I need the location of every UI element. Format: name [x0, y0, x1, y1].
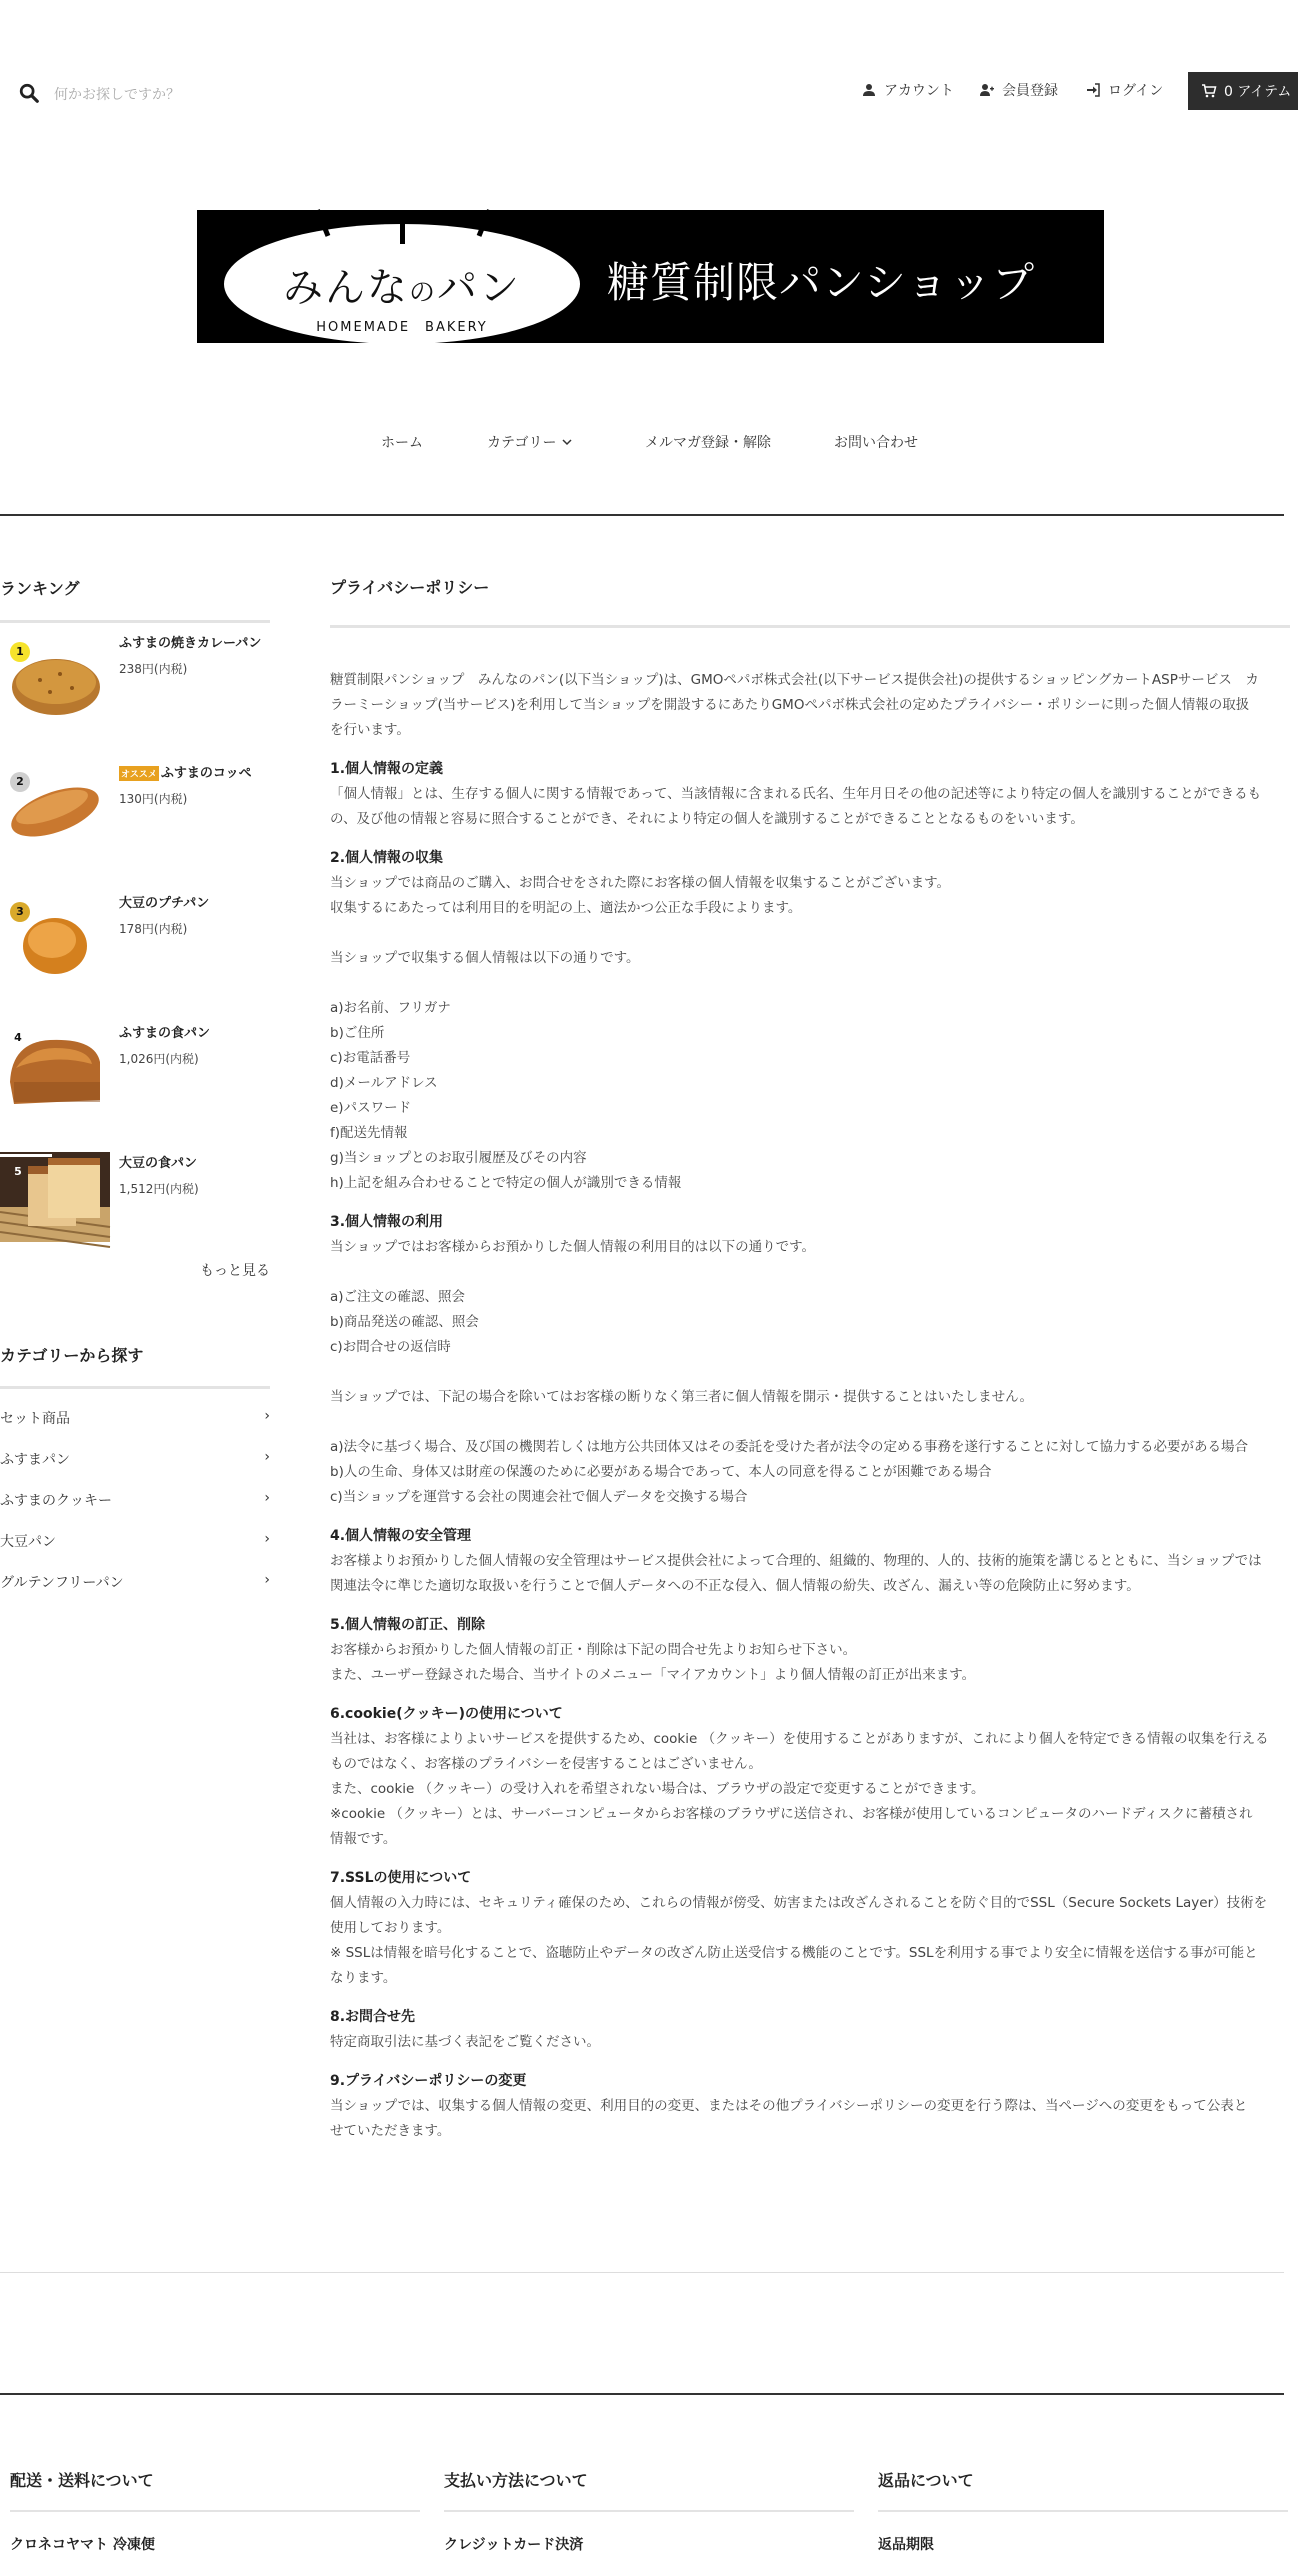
section-heading: 5.個人情報の訂正、削除 — [330, 1617, 486, 1633]
chevron-right-icon: › — [264, 1572, 270, 1588]
footer-shipping-item: クロネコヤマト 冷凍便 — [10, 2537, 155, 2553]
rank-badge: 5 — [14, 1165, 22, 1178]
ranking-divider — [0, 620, 270, 623]
category-item[interactable]: グルテンフリーパン › — [0, 1572, 270, 1591]
section-heading: 3.個人情報の利用 — [330, 1214, 444, 1230]
section-heading: 4.個人情報の安全管理 — [330, 1528, 472, 1544]
cart-button[interactable] — [1188, 72, 1298, 110]
section-body: お客様よりお預かりした個人情報の安全管理はサービス提供会社によって合理的、組織的、物理的、人的、技術的施策を講じるとともに、当ショップでは 関連法令に準じた適切な取扱いを行うことで個人データへの不正な侵入、個人情報の紛失、改ざん、漏えい等の危険防止に努めます。 — [330, 1553, 1262, 1594]
footer-column-divider — [10, 2510, 420, 2512]
page-title: プライバシーポリシー — [330, 578, 490, 597]
ranking-title: ランキング — [0, 579, 80, 598]
content-divider — [0, 2272, 1284, 2273]
section-heading: 8.お問合せ先 — [330, 2009, 416, 2025]
footer-column-divider — [444, 2510, 854, 2512]
category-divider — [0, 1386, 270, 1389]
ranking-item[interactable] — [0, 632, 275, 742]
footer-returns-item: 返品期限 — [878, 2537, 934, 2553]
login-label: ログイン — [1108, 83, 1164, 99]
footer-shipping-title: 配送・送料について — [10, 2471, 154, 2490]
product-name[interactable]: 大豆の食パン — [119, 1156, 198, 1171]
section-body: 当ショップでは、収集する個人情報の変更、利用目的の変更、またはその他プライバシーポリシーの変更を行う際は、当ページへの変更をもって公表と せていただきます。 — [330, 2098, 1248, 2139]
product-price: 178円(内税) — [119, 922, 188, 936]
sign-in-icon — [1086, 83, 1100, 97]
rank-badge: 1 — [10, 642, 30, 662]
recommend-badge: オススメ — [119, 766, 159, 781]
section-heading: 2.個人情報の収集 — [330, 850, 444, 866]
section-heading: 6.cookie(クッキー)の使用について — [330, 1706, 563, 1722]
brand-subtitle: HOMEMADE BAKERY — [316, 320, 488, 335]
logo-steam-mark — [400, 210, 405, 244]
product-price: 1,512円(内税) — [119, 1182, 199, 1196]
nav-contact[interactable]: お問い合わせ — [834, 435, 918, 451]
product-price: 130円(内税) — [119, 792, 188, 806]
footer-divider — [0, 2393, 1284, 2395]
banner-title: 糖質制限パンショップ — [607, 258, 1036, 307]
rank-badge: 4 — [14, 1031, 22, 1044]
cart-icon — [1202, 84, 1216, 98]
user-plus-icon — [980, 83, 994, 97]
account-label: アカウント — [884, 83, 954, 99]
section-body: 特定商取引法に基づく表記をご覧ください。 — [330, 2034, 600, 2050]
product-name[interactable]: ふすまの焼きカレーパン — [119, 636, 262, 651]
privacy-policy-content — [330, 575, 1290, 2144]
category-item[interactable]: セット商品 › — [0, 1408, 270, 1427]
chevron-right-icon: › — [264, 1408, 270, 1424]
section-body: 当ショップでは商品のご購入、お問合せをされた際にお客様の個人情報を収集することがございます。 収集するにあたっては利用目的を明記の上、適法かつ公正な手段によります。 当ショップで収集する個人情報は以下の通りです。 a)お名前、フリガナ b)ご住所 c)お電話番号 d)メールアドレス e)パスワード f)配送先情報 g)当ショップとのお取引履歴及びその内容 h)上記を組み合わせることで特定の個人が識別できる情報 — [330, 875, 951, 1191]
section-body: 「個人情報」とは、生存する個人に関する情報であって、当該情報に含まれる氏名、生年月日その他の記述等により特定の個人を識別することができるも の、及び他の情報と容易に照合することができ、それにより特定の個人を識別することができることとなるものをいいます。 — [330, 786, 1262, 827]
account-link[interactable] — [862, 80, 954, 100]
ranking-item[interactable] — [0, 1022, 275, 1132]
footer-payment-item: クレジットカード決済 — [444, 2537, 584, 2553]
footer-payment-title: 支払い方法について — [444, 2471, 588, 2490]
nav-newsletter[interactable]: メルマガ登録・解除 — [645, 435, 771, 451]
ranking-item[interactable] — [0, 892, 275, 1002]
footer-returns-title: 返品について — [878, 2471, 974, 2490]
chevron-right-icon: › — [264, 1531, 270, 1547]
search-input[interactable] — [52, 80, 436, 110]
rank-badge: 2 — [10, 772, 30, 792]
section-body: お客様からお預かりした個人情報の訂正・削除は下記の問合せ先よりお知らせ下さい。 また、ユーザー登録された場合、当サイトのメニュー「マイアカウント」より個人情報の訂正が出来ます。 — [330, 1642, 976, 1683]
search-icon[interactable] — [18, 82, 40, 104]
cart-label: 0 アイテム — [1224, 84, 1292, 100]
product-name[interactable]: 大豆のプチパン — [119, 896, 210, 911]
section-heading: 9.プライバシーポリシーの変更 — [330, 2073, 527, 2089]
product-price: 238円(内税) — [119, 662, 188, 676]
nav-category[interactable]: カテゴリー — [487, 432, 572, 452]
register-label: 会員登録 — [1002, 83, 1058, 99]
section-heading: 7.SSLの使用について — [330, 1870, 472, 1886]
category-item[interactable]: ふすまのクッキー › — [0, 1490, 270, 1509]
category-title: カテゴリーから探す — [0, 1346, 144, 1365]
login-link[interactable] — [1086, 80, 1163, 100]
section-body: 当社は、お客様によりよいサービスを提供するため、cookie （クッキー）を使用することがありますが、これにより個人を特定できる情報の収集を行える ものではなく、お客様のプライバシーを侵害することはございません。 また、cookie （クッキー）の受け入れを希望されない場合は、ブラウザの設定で変更することができます。 ※cookie （クッキー）とは、サーバーコンピュータからお客様のブラウザに送信され、お客様が使用しているコンピュータのハードディスクに蓄積され 情報です。 — [330, 1731, 1269, 1847]
chevron-down-icon — [562, 437, 572, 447]
section-body: 当ショップではお客様からお預かりした個人情報の利用目的は以下の通りです。 a)ご注文の確認、照会 b)商品発送の確認、照会 c)お問合せの返信時 当ショップでは、下記の場合を除いてはお客様の断りなく第三者に個人情報を開示・提供することはいたしません。 a)法令に基づく場合、及び国の機関若しくは地方公共団体又はその委託を受けた者が法令の定める事務を遂行することに対して協力する必要がある場合 b)人の生命、身体又は財産の保護のために必要がある場合であって、本人の同意を得ることが困難である場合 c)当ショップを運営する会社の関連会社で個人データを交換する場合 — [330, 1239, 1249, 1505]
chevron-right-icon: › — [264, 1449, 270, 1465]
title-divider — [330, 625, 1290, 628]
ranking-item[interactable] — [0, 1152, 275, 1262]
footer-column-divider — [878, 2510, 1288, 2512]
product-name[interactable]: ふすまの食パン — [119, 1026, 211, 1041]
product-name[interactable]: オススメ ふすまのコッペ — [121, 766, 252, 781]
shop-logo-banner[interactable] — [197, 210, 1104, 343]
section-heading: 1.個人情報の定義 — [330, 761, 444, 777]
brand-name: みんなのパン — [282, 265, 521, 311]
chevron-right-icon: › — [264, 1490, 270, 1506]
section-body: 個人情報の入力時には、セキュリティ確保のため、これらの情報が傍受、妨害または改ざんされることを防ぐ目的でSSL（Secure Sockets Layer）技術を 使用しております。 ※ SSLは情報を暗号化することで、盗聴防止やデータの改ざん防止送受信する機能のことです。SSLを利用する事でより安全に情報を送信する事が可能と なります。 — [330, 1895, 1268, 1986]
intro-paragraph: 糖質制限パンショップ みんなのパン(以下当ショップ)は、GMOペパボ株式会社(以下サービス提供会社)の提供するショッピングカートASPサービス カ ラーミーショップ(当サービス)を利用して当ショップを開設するにあたりGMOペパボ株式会社の定めたプライバシー・ポリシーに則った個人情報の取扱 を行います。 — [330, 672, 1259, 738]
category-item[interactable]: 大豆パン › — [0, 1531, 270, 1550]
user-icon — [862, 83, 876, 97]
rank-badge: 3 — [10, 902, 30, 922]
register-link[interactable] — [980, 80, 1058, 100]
ranking-more-link[interactable]: もっと見る — [200, 1263, 270, 1279]
ranking-item[interactable] — [0, 762, 275, 872]
nav-home[interactable]: ホーム — [381, 435, 423, 451]
category-item[interactable]: ふすまパン › — [0, 1449, 270, 1468]
header-divider — [0, 514, 1284, 516]
product-price: 1,026円(内税) — [119, 1052, 199, 1066]
